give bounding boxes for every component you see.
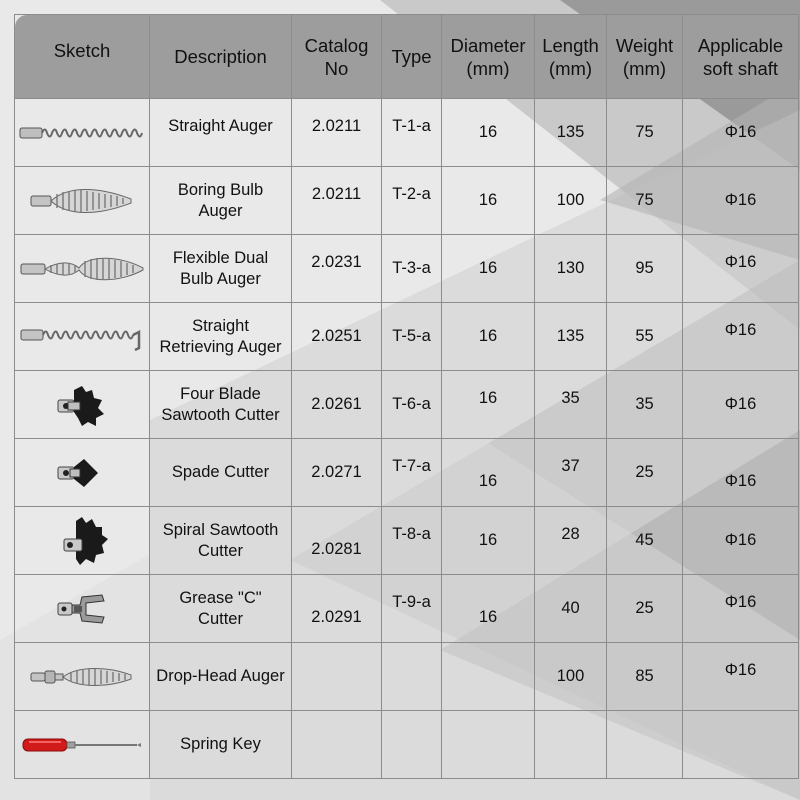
weight-cell (607, 235, 683, 303)
diameter-value: 16 (478, 608, 498, 626)
shaft-cell (683, 507, 799, 575)
description-line1: Spade Cutter (171, 463, 270, 481)
shaft-value: Φ16 (724, 593, 757, 611)
description-line2: Retrieving Auger (159, 337, 282, 356)
table-row (15, 371, 799, 439)
description-cell (150, 167, 292, 235)
sketch-cell (15, 99, 150, 167)
header-diameter-line2: (mm) (466, 57, 510, 79)
catalog-value: 2.0251 (311, 327, 362, 345)
catalog-cell (292, 167, 382, 235)
catalog-value: 2.0231 (311, 253, 362, 271)
header-weight-line2: (mm) (622, 57, 667, 79)
catalog-cell (292, 507, 382, 575)
type-value: T-2-a (392, 185, 431, 203)
catalog-value: 2.0291 (311, 608, 362, 626)
sketch-cell (15, 371, 150, 439)
header-sketch (15, 15, 150, 99)
table-row (15, 643, 799, 711)
catalog-cell (292, 303, 382, 371)
diameter-value: 16 (478, 472, 498, 490)
weight-value: 25 (635, 599, 654, 617)
type-cell (382, 575, 442, 643)
header-catalog-no (292, 15, 382, 99)
description-line1: Boring Bulb (177, 180, 264, 199)
header-description-label: Description (174, 46, 267, 67)
header-diameter-line1: Diameter (450, 34, 526, 56)
description-line1: Four Blade (180, 384, 261, 403)
table-row (15, 575, 799, 643)
length-value: 35 (561, 389, 580, 407)
sketch-cell (15, 507, 150, 575)
catalog-cell (292, 99, 382, 167)
spiral-sawtooth-cutter-icon (52, 515, 112, 567)
description-line1: Grease "C" (179, 588, 262, 607)
description-cell (150, 99, 292, 167)
length-cell (535, 439, 607, 507)
description-cell (150, 371, 292, 439)
description-line2: Auger (198, 201, 243, 220)
shaft-value: Φ16 (724, 253, 757, 271)
type-value: T-6-a (392, 395, 431, 413)
diameter-value: 16 (478, 531, 498, 549)
shaft-cell (683, 99, 799, 167)
type-value: T-9-a (392, 593, 431, 611)
catalog-value: 2.0271 (311, 463, 362, 481)
sketch-cell (15, 711, 150, 779)
diameter-cell (442, 439, 535, 507)
four-blade-sawtooth-cutter-icon (52, 382, 112, 428)
shaft-cell (683, 711, 799, 779)
weight-cell (607, 507, 683, 575)
description-cell (150, 303, 292, 371)
header-length-line1: Length (542, 34, 599, 56)
diameter-cell (442, 99, 535, 167)
header-sketch-label: Sketch (53, 40, 111, 61)
catalog-value: 2.0281 (311, 540, 362, 558)
header-type-label: Type (391, 46, 432, 67)
weight-cell (607, 371, 683, 439)
diameter-cell (442, 507, 535, 575)
type-cell (382, 99, 442, 167)
type-cell (382, 439, 442, 507)
spring-key-icon (19, 733, 145, 757)
shaft-value: Φ16 (724, 472, 757, 490)
weight-cell (607, 167, 683, 235)
type-cell (382, 371, 442, 439)
shaft-value: Φ16 (724, 395, 757, 413)
drop-head-auger-icon (27, 662, 137, 692)
shaft-value: Φ16 (724, 191, 757, 209)
diameter-cell (442, 371, 535, 439)
table-header-row (15, 15, 799, 99)
shaft-cell (683, 439, 799, 507)
catalog-value: 2.0211 (311, 117, 362, 135)
type-value: T-7-a (392, 457, 431, 475)
sketch-cell (15, 439, 150, 507)
header-length (535, 15, 607, 99)
flexible-dual-bulb-auger-icon (19, 253, 145, 285)
diameter-cell (442, 643, 535, 711)
description-cell (150, 439, 292, 507)
sketch-cell (15, 303, 150, 371)
type-cell (382, 167, 442, 235)
catalog-cell (292, 575, 382, 643)
length-value: 100 (556, 667, 585, 685)
description-cell (150, 711, 292, 779)
weight-cell (607, 439, 683, 507)
description-line2: Cutter (198, 609, 243, 628)
header-applicable-shaft (683, 15, 799, 99)
type-cell (382, 507, 442, 575)
diameter-value: 16 (478, 389, 498, 407)
table-row (15, 507, 799, 575)
length-cell (535, 643, 607, 711)
length-value: 130 (556, 259, 585, 277)
length-value: 40 (561, 599, 580, 617)
straight-retrieving-auger-icon (19, 320, 145, 354)
description-line1: Drop-Head Auger (156, 667, 285, 685)
weight-value: 25 (635, 463, 654, 481)
description-cell (150, 507, 292, 575)
description-line2: Bulb Auger (180, 269, 261, 288)
description-cell (150, 235, 292, 303)
shaft-value: Φ16 (724, 531, 757, 549)
diameter-value: 16 (478, 327, 498, 345)
shaft-cell (683, 303, 799, 371)
header-catalog-line1: Catalog (304, 34, 369, 56)
length-cell (535, 167, 607, 235)
catalog-cell (292, 643, 382, 711)
type-value: T-5-a (392, 327, 431, 345)
diameter-value: 16 (478, 259, 498, 277)
shaft-cell (683, 371, 799, 439)
diameter-value: 16 (478, 191, 498, 209)
weight-cell (607, 303, 683, 371)
header-weight (607, 15, 683, 99)
weight-value: 95 (635, 259, 654, 277)
shaft-cell (683, 167, 799, 235)
diameter-cell (442, 235, 535, 303)
length-value: 135 (556, 327, 585, 345)
diameter-cell (442, 303, 535, 371)
shaft-cell (683, 575, 799, 643)
length-value: 37 (561, 457, 580, 475)
product-spec-table (14, 14, 799, 779)
type-value: T-8-a (392, 525, 431, 543)
weight-value: 55 (635, 327, 654, 345)
length-cell (535, 303, 607, 371)
straight-auger-icon (18, 122, 146, 144)
type-cell (382, 711, 442, 779)
length-cell (535, 235, 607, 303)
description-cell (150, 643, 292, 711)
catalog-cell (292, 711, 382, 779)
description-cell (150, 575, 292, 643)
length-value: 100 (556, 191, 585, 209)
description-line1: Straight (192, 316, 249, 335)
sketch-cell (15, 167, 150, 235)
table-row (15, 99, 799, 167)
table-row (15, 439, 799, 507)
catalog-cell (292, 439, 382, 507)
type-cell (382, 303, 442, 371)
table-row (15, 167, 799, 235)
length-cell (535, 711, 607, 779)
length-cell (535, 99, 607, 167)
shaft-value: Φ16 (724, 123, 757, 141)
shaft-cell (683, 235, 799, 303)
length-cell (535, 575, 607, 643)
weight-cell (607, 711, 683, 779)
catalog-cell (292, 371, 382, 439)
description-line1: Spiral Sawtooth (162, 520, 279, 539)
sketch-cell (15, 643, 150, 711)
length-cell (535, 507, 607, 575)
diameter-cell (442, 167, 535, 235)
description-line1: Straight Auger (168, 117, 273, 135)
catalog-cell (292, 235, 382, 303)
description-line1: Spring Key (180, 735, 261, 753)
shaft-value: Φ16 (724, 661, 757, 679)
type-cell (382, 643, 442, 711)
weight-cell (607, 575, 683, 643)
header-shaft-line1: Applicable (697, 34, 784, 56)
table-row (15, 303, 799, 371)
spade-cutter-icon (52, 455, 112, 491)
diameter-value: 16 (478, 123, 498, 141)
length-value: 28 (561, 525, 580, 543)
weight-value: 85 (635, 667, 654, 685)
weight-value: 35 (635, 395, 654, 413)
description-line2: Sawtooth Cutter (161, 405, 280, 424)
header-description (150, 15, 292, 99)
table-row (15, 711, 799, 779)
type-value: T-3-a (392, 259, 431, 277)
description-line2: Cutter (198, 541, 243, 560)
weight-value: 75 (635, 123, 654, 141)
type-cell (382, 235, 442, 303)
weight-value: 75 (635, 191, 654, 209)
diameter-cell (442, 711, 535, 779)
boring-bulb-auger-icon (27, 184, 137, 218)
type-value: T-1-a (392, 117, 431, 135)
header-shaft-line2: soft shaft (702, 57, 779, 79)
weight-cell (607, 99, 683, 167)
header-catalog-line2: No (324, 57, 349, 79)
description-line1: Flexible Dual (172, 248, 269, 267)
weight-cell (607, 643, 683, 711)
header-length-line2: (mm) (548, 57, 593, 79)
catalog-value: 2.0211 (311, 185, 362, 203)
sketch-cell (15, 575, 150, 643)
length-cell (535, 371, 607, 439)
header-diameter (442, 15, 535, 99)
length-value: 135 (556, 123, 585, 141)
header-weight-line1: Weight (615, 34, 674, 56)
header-type (382, 15, 442, 99)
shaft-value: Φ16 (724, 321, 757, 339)
catalog-value: 2.0261 (311, 395, 362, 413)
shaft-cell (683, 643, 799, 711)
table-row (15, 235, 799, 303)
grease-c-cutter-icon (52, 587, 112, 631)
diameter-cell (442, 575, 535, 643)
weight-value: 45 (635, 531, 654, 549)
sketch-cell (15, 235, 150, 303)
